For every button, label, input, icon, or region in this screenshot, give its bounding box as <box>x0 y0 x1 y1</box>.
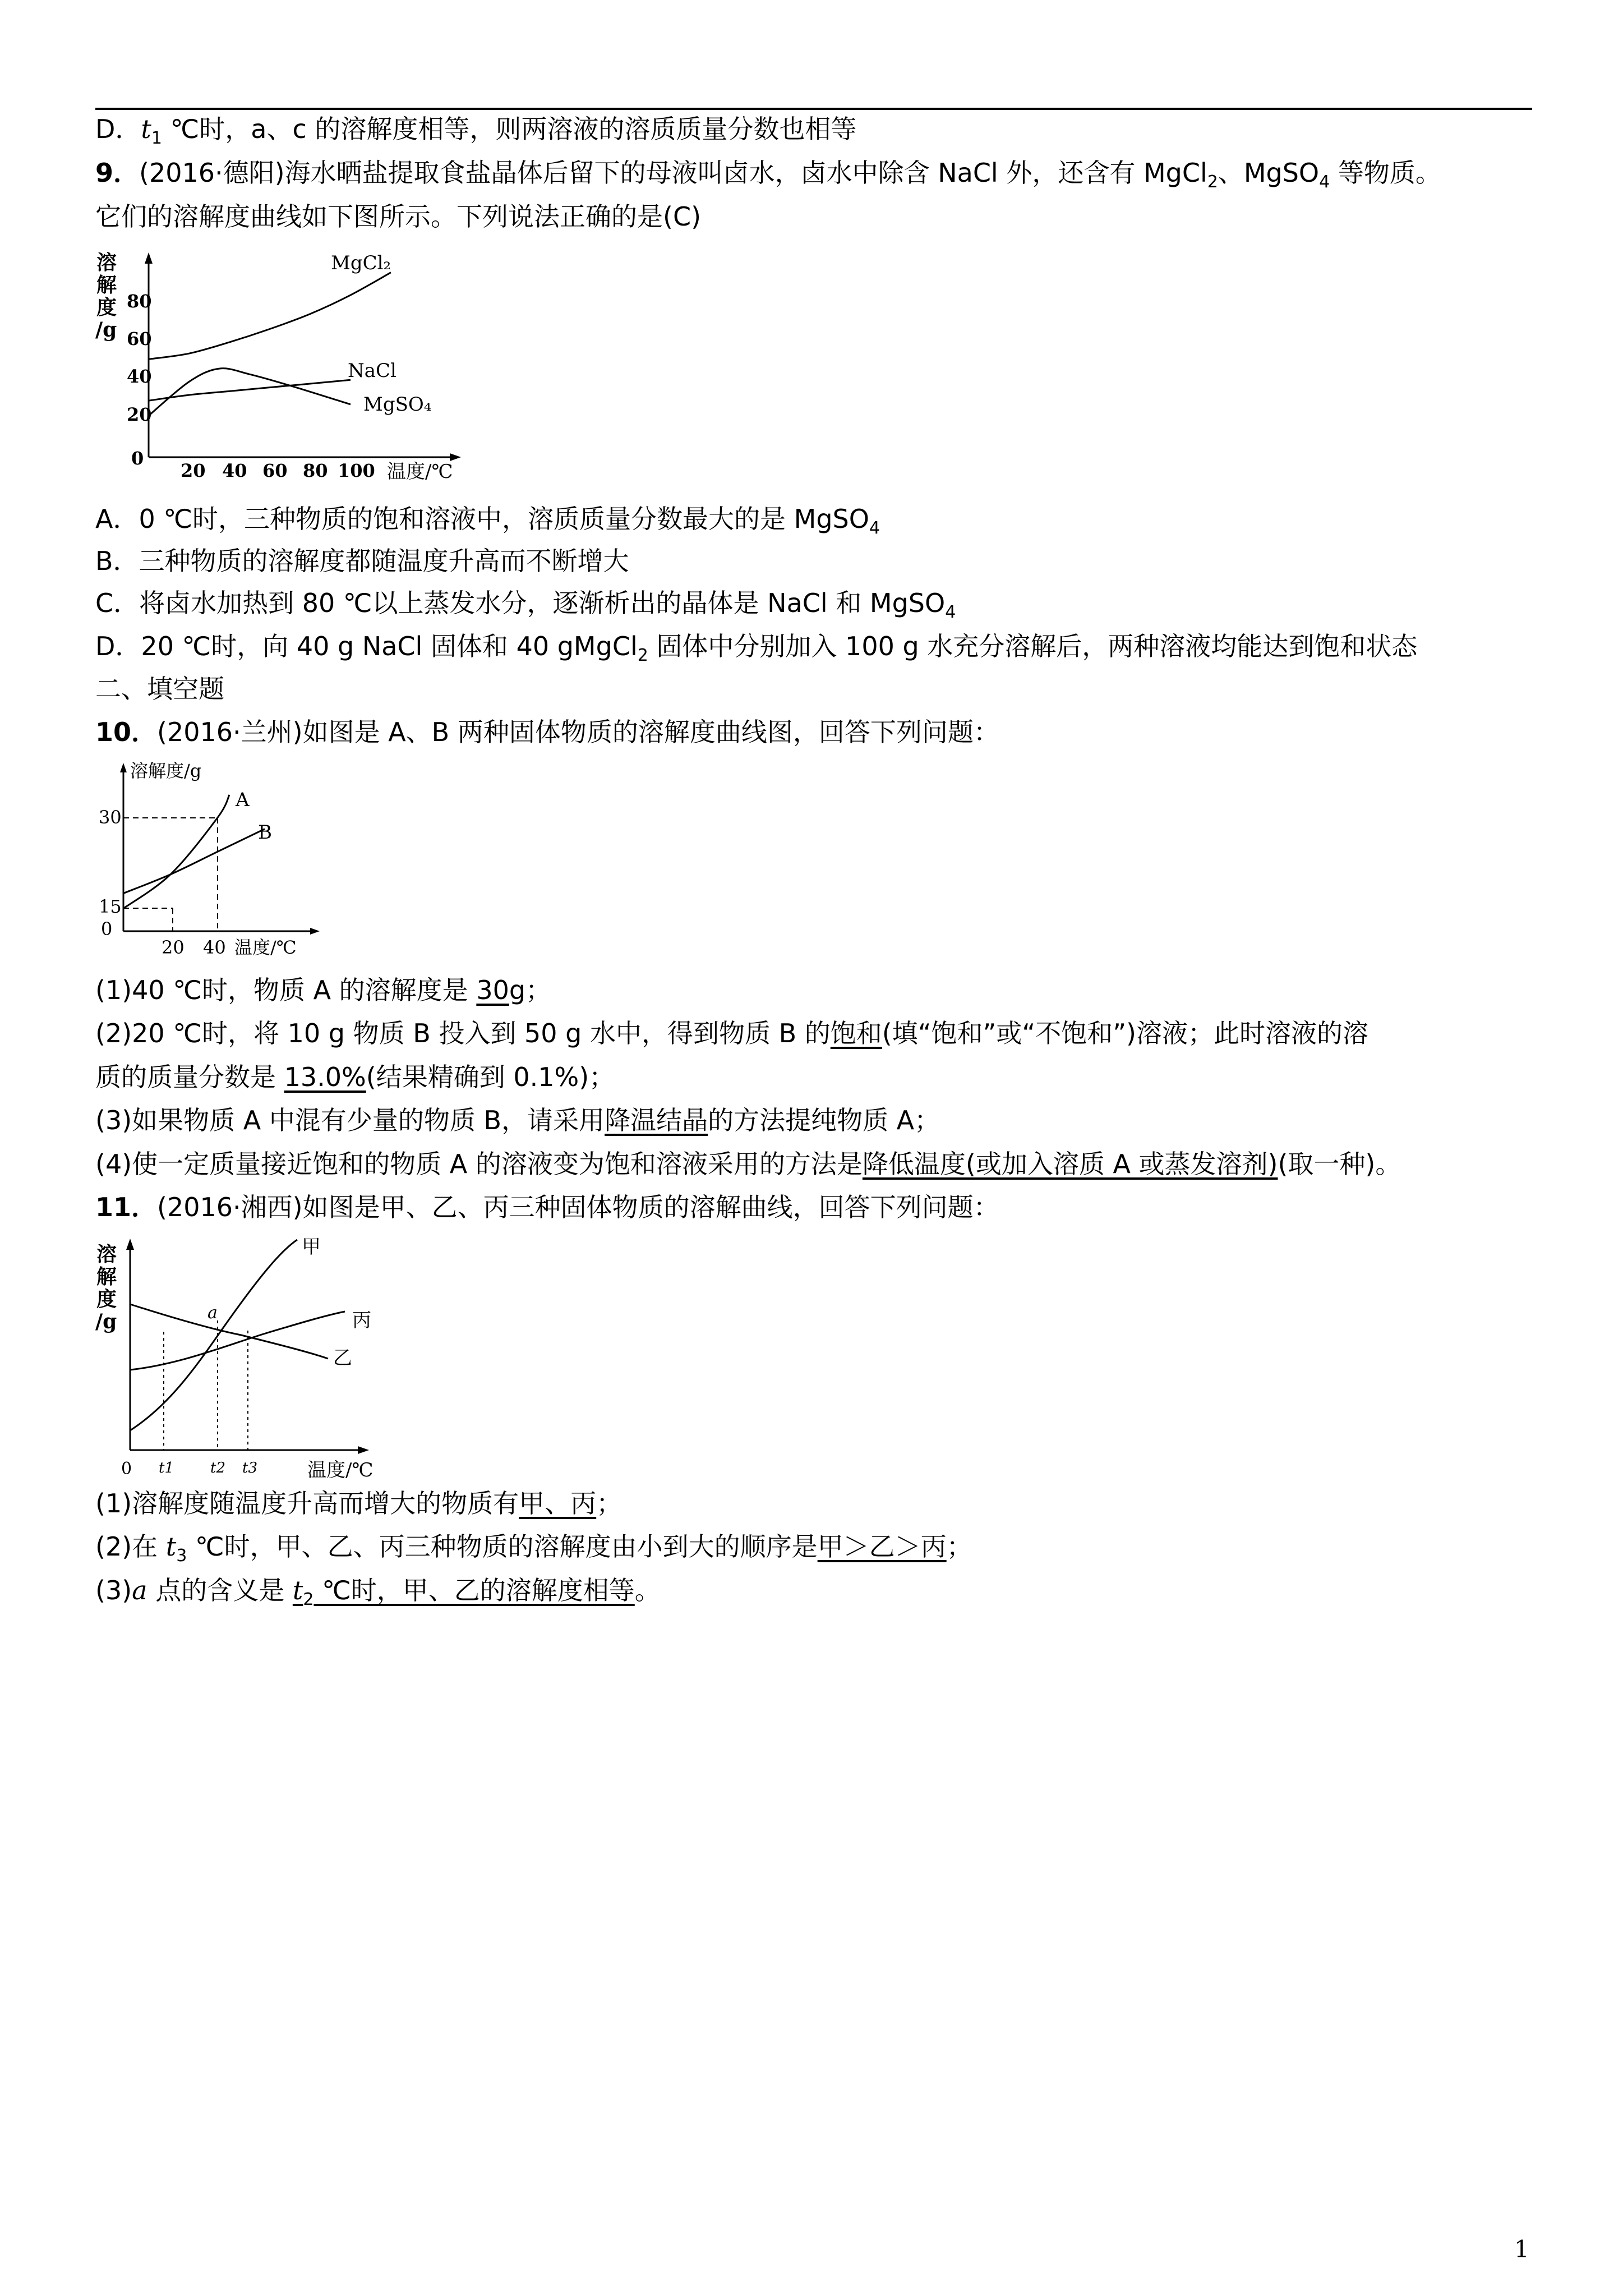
x-tick-0: 0 <box>121 1459 132 1479</box>
q9-option-c: C．将卤水加热到 80 ℃以上蒸发水分，逐渐析出的晶体是 NaCl 和 MgSO$_4$ <box>95 588 956 622</box>
series-label-a: A <box>236 789 250 811</box>
q9-stem-line2: 它们的溶解度曲线如下图所示。下列说法正确的是(C) <box>95 201 702 232</box>
y-tick-80: 80 <box>127 291 152 312</box>
x-tick-40: 40 <box>203 937 226 958</box>
q9-option-d: D．20 ℃时，向 40 g NaCl 固体和 40 gMgCl$_2$ 固体中分别加入 100 g 水充分溶解后，两种溶液均能达到饱和状态 <box>95 631 1418 665</box>
series-label-nacl: NaCl <box>348 360 396 382</box>
series-line-yi <box>130 1304 328 1359</box>
series-line-jia <box>130 1240 297 1430</box>
y-tick-20: 20 <box>127 404 152 425</box>
x-axis-arrow <box>310 928 320 935</box>
q10-answer-2: (2)20 ℃时，将 10 g 物质 B 投入到 50 g 水中，得到物质 B 的饱和(填“饱和”或“不饱和”)溶液；此时溶液的溶 <box>95 1018 1368 1048</box>
y-tick-30: 30 <box>99 807 122 828</box>
x-axis-label: 温度/℃ <box>387 461 453 483</box>
series-label-bing: 丙 <box>352 1309 371 1332</box>
top-rule <box>95 108 1532 110</box>
q10-answer-2b: 质的质量分数是 13.0%(结果精确到 0.1%)； <box>95 1062 615 1092</box>
y-axis-arrow <box>120 763 127 772</box>
series-line-2 <box>123 829 265 894</box>
solubility-chart-q10 <box>95 760 331 959</box>
q10-answer-1: (1)40 ℃时，物质 A 的溶解度是 30g； <box>95 975 552 1005</box>
page-number: 1 <box>1514 2235 1529 2263</box>
q9-option-a: A．0 ℃时，三种物质的饱和溶液中，溶质质量分数最大的是 MgSO$_4$ <box>95 504 880 538</box>
y-label-char-2: 解 <box>96 273 117 297</box>
y-label-char-3: 度 <box>96 1287 117 1311</box>
y-axis-arrow <box>126 1239 134 1250</box>
y-label-char-4: /g <box>95 318 117 342</box>
q11-stem: 11．(2016·湘西)如图是甲、乙、丙三种固体物质的溶解曲线，回答下列问题： <box>95 1192 999 1222</box>
x-tick-20: 20 <box>162 937 185 958</box>
y-axis-arrow <box>145 252 153 264</box>
q11-answer-1: (1)溶解度随温度升高而增大的物质有甲、丙； <box>95 1488 623 1519</box>
y-label-char-4: /g <box>95 1310 117 1333</box>
y-axis-label <box>95 251 117 342</box>
x-tick-t3: t3 <box>242 1460 257 1476</box>
x-tick-t1: t1 <box>159 1460 174 1476</box>
solubility-chart-q9 <box>95 247 488 494</box>
x-tick-20: 20 <box>181 460 206 481</box>
y-axis-label: 溶解度/g <box>130 760 202 781</box>
y-label-char-1: 溶 <box>96 251 117 274</box>
y-axis-label <box>95 1243 117 1333</box>
q11-answer-3: (3)a 点的含义是 $t_2$ ℃时，甲、乙的溶解度相等。 <box>95 1575 661 1609</box>
q8-option-d: D．$t_1$ ℃时，a、c 的溶解度相等，则两溶液的溶质质量分数也相等 <box>95 114 857 148</box>
y-tick-40: 40 <box>127 366 152 387</box>
x-axis-label: 温度/℃ <box>307 1459 374 1481</box>
x-tick-0: 0 <box>131 448 144 469</box>
q11-answer-2: (2)在 $t_3$ ℃时，甲、乙、丙三种物质的溶解度由小到大的顺序是甲＞乙＞丙； <box>95 1531 972 1566</box>
y-tick-15: 15 <box>99 896 122 917</box>
series-label-b: B <box>258 821 272 844</box>
section-heading: 二、填空题 <box>95 674 224 704</box>
y-label-char-3: 度 <box>96 296 117 319</box>
point-a-label: a <box>208 1303 218 1323</box>
series-label-mgcl2: MgCl₂ <box>331 252 391 274</box>
series-label-jia: 甲 <box>302 1236 321 1258</box>
x-tick-100: 100 <box>338 460 375 481</box>
series-line-3 <box>149 369 351 416</box>
q10-answer-4: (4)使一定质量接近饱和的物质 A 的溶液变为饱和溶液采用的方法是降低温度(或加入溶质 A 或蒸发溶剂)(取一种)。 <box>95 1149 1401 1179</box>
y-tick-60: 60 <box>127 328 152 349</box>
series-line-1 <box>123 795 229 909</box>
x-tick-80: 80 <box>303 460 328 481</box>
x-tick-40: 40 <box>222 460 247 481</box>
solubility-chart-q11 <box>95 1234 409 1481</box>
y-tick-0: 0 <box>101 918 113 940</box>
q9-option-b: B．三种物质的溶解度都随温度升高而不断增大 <box>95 546 629 576</box>
q9-stem-line1: 9．(2016·德阳)海水晒盐提取食盐晶体后留下的母液叫卤水，卤水中除含 NaCl 外，还含有 MgCl$_2$、MgSO$_4$ 等物质。 <box>95 158 1441 192</box>
series-label-mgso4: MgSO₄ <box>363 393 432 416</box>
y-label-char-1: 溶 <box>96 1243 117 1266</box>
x-axis-arrow <box>358 1446 369 1454</box>
x-tick-60: 60 <box>262 460 288 481</box>
series-line-bing <box>130 1312 345 1370</box>
x-tick-t2: t2 <box>210 1460 225 1476</box>
x-axis-label: 温度/℃ <box>234 937 297 958</box>
y-label-char-2: 解 <box>96 1265 117 1289</box>
x-axis-arrow <box>450 453 461 461</box>
q10-answer-3: (3)如果物质 A 中混有少量的物质 B，请采用降温结晶的方法提纯物质 A； <box>95 1105 940 1135</box>
q10-stem: 10．(2016·兰州)如图是 A、B 两种固体物质的溶解度曲线图，回答下列问题： <box>95 717 999 747</box>
series-label-yi: 乙 <box>333 1347 352 1369</box>
series-line-1 <box>149 273 391 360</box>
